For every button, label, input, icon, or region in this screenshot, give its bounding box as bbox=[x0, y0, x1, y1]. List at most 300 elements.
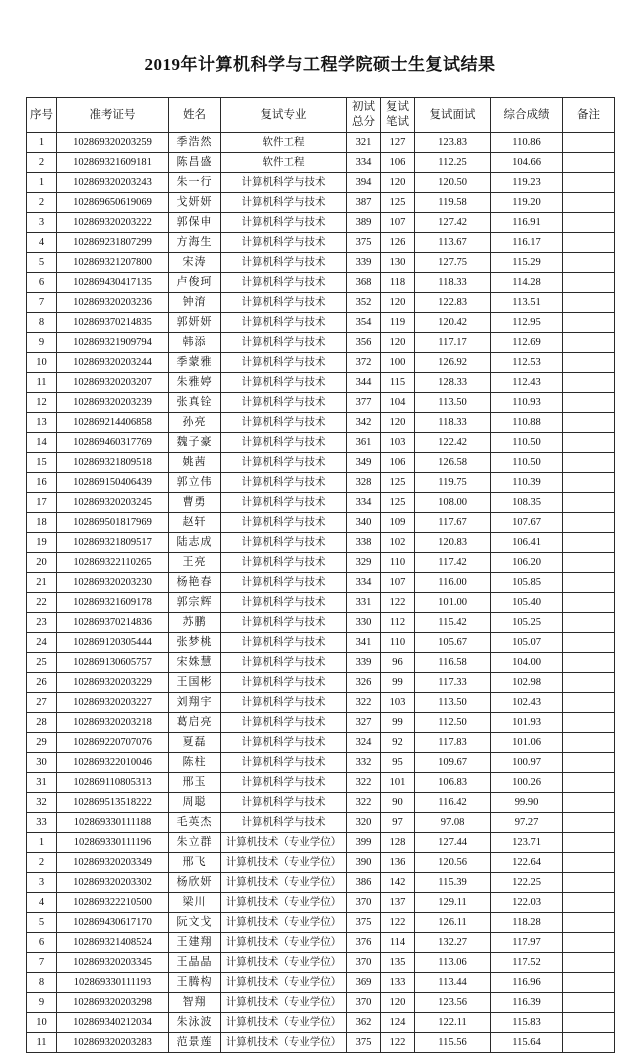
cell-no: 17 bbox=[27, 493, 57, 513]
table-row bbox=[27, 433, 615, 453]
cell-name: 邢飞 bbox=[169, 853, 221, 873]
cell-remark bbox=[563, 233, 615, 253]
cell-major: 计算机科学与技术 bbox=[221, 293, 347, 313]
cell-interview: 118.33 bbox=[415, 413, 491, 433]
table-row bbox=[27, 473, 615, 493]
cell-interview: 117.42 bbox=[415, 553, 491, 573]
cell-name: 郭立伟 bbox=[169, 473, 221, 493]
cell-interview: 126.11 bbox=[415, 913, 491, 933]
table-row bbox=[27, 893, 615, 913]
cell-name: 梁川 bbox=[169, 893, 221, 913]
table-row bbox=[27, 713, 615, 733]
cell-no: 2 bbox=[27, 193, 57, 213]
cell-ticket: 102869320203218 bbox=[57, 713, 169, 733]
cell-ticket: 102869110805313 bbox=[57, 773, 169, 793]
cell-name: 周聪 bbox=[169, 793, 221, 813]
cell-retest-written: 124 bbox=[381, 1013, 415, 1033]
table-row bbox=[27, 513, 615, 533]
cell-name: 曹勇 bbox=[169, 493, 221, 513]
cell-interview: 105.67 bbox=[415, 633, 491, 653]
cell-name: 方海生 bbox=[169, 233, 221, 253]
cell-interview: 108.00 bbox=[415, 493, 491, 513]
cell-remark bbox=[563, 933, 615, 953]
cell-interview: 116.00 bbox=[415, 573, 491, 593]
cell-ticket: 102869320203227 bbox=[57, 693, 169, 713]
cell-interview: 119.58 bbox=[415, 193, 491, 213]
header-no: 序号 bbox=[27, 98, 57, 133]
cell-interview: 113.50 bbox=[415, 393, 491, 413]
cell-remark bbox=[563, 433, 615, 453]
cell-name: 魏子豪 bbox=[169, 433, 221, 453]
cell-total: 105.40 bbox=[491, 593, 563, 613]
header-retest-written bbox=[381, 98, 415, 133]
cell-written-total: 349 bbox=[347, 453, 381, 473]
cell-major: 计算机技术（专业学位） bbox=[221, 1013, 347, 1033]
cell-no: 19 bbox=[27, 533, 57, 553]
cell-major: 计算机技术（专业学位） bbox=[221, 933, 347, 953]
cell-total: 108.35 bbox=[491, 493, 563, 513]
table-row bbox=[27, 673, 615, 693]
cell-total: 110.93 bbox=[491, 393, 563, 413]
cell-no: 5 bbox=[27, 913, 57, 933]
cell-no: 28 bbox=[27, 713, 57, 733]
cell-ticket: 102869320203239 bbox=[57, 393, 169, 413]
table-row bbox=[27, 313, 615, 333]
cell-ticket: 102869322210500 bbox=[57, 893, 169, 913]
cell-name: 季蒙雅 bbox=[169, 353, 221, 373]
cell-interview: 117.17 bbox=[415, 333, 491, 353]
cell-name: 王建翔 bbox=[169, 933, 221, 953]
cell-retest-written: 109 bbox=[381, 513, 415, 533]
cell-written-total: 389 bbox=[347, 213, 381, 233]
cell-total: 105.07 bbox=[491, 633, 563, 653]
cell-remark bbox=[563, 773, 615, 793]
cell-interview: 118.33 bbox=[415, 273, 491, 293]
table-row bbox=[27, 653, 615, 673]
table-row bbox=[27, 333, 615, 353]
table-header bbox=[27, 98, 615, 133]
cell-interview: 109.67 bbox=[415, 753, 491, 773]
cell-no: 20 bbox=[27, 553, 57, 573]
cell-remark bbox=[563, 153, 615, 173]
cell-interview: 127.42 bbox=[415, 213, 491, 233]
cell-no: 10 bbox=[27, 1013, 57, 1033]
cell-interview: 120.83 bbox=[415, 533, 491, 553]
cell-name: 宋姝慧 bbox=[169, 653, 221, 673]
cell-no: 4 bbox=[27, 233, 57, 253]
table-row bbox=[27, 233, 615, 253]
table-row bbox=[27, 373, 615, 393]
cell-retest-written: 102 bbox=[381, 533, 415, 553]
table-row bbox=[27, 933, 615, 953]
table-row bbox=[27, 753, 615, 773]
cell-interview: 112.25 bbox=[415, 153, 491, 173]
cell-written-total: 386 bbox=[347, 873, 381, 893]
cell-interview: 122.83 bbox=[415, 293, 491, 313]
cell-remark bbox=[563, 713, 615, 733]
cell-ticket: 102869460317769 bbox=[57, 433, 169, 453]
cell-retest-written: 101 bbox=[381, 773, 415, 793]
cell-no: 5 bbox=[27, 253, 57, 273]
cell-ticket: 102869321809517 bbox=[57, 533, 169, 553]
cell-written-total: 352 bbox=[347, 293, 381, 313]
cell-name: 葛启亮 bbox=[169, 713, 221, 733]
cell-written-total: 332 bbox=[347, 753, 381, 773]
cell-written-total: 356 bbox=[347, 333, 381, 353]
cell-total: 100.26 bbox=[491, 773, 563, 793]
cell-name: 卢俊珂 bbox=[169, 273, 221, 293]
cell-no: 18 bbox=[27, 513, 57, 533]
cell-name: 王腾构 bbox=[169, 973, 221, 993]
cell-no: 22 bbox=[27, 593, 57, 613]
cell-ticket: 102869330111193 bbox=[57, 973, 169, 993]
cell-written-total: 362 bbox=[347, 1013, 381, 1033]
cell-interview: 112.50 bbox=[415, 713, 491, 733]
table-row bbox=[27, 833, 615, 853]
cell-interview: 101.00 bbox=[415, 593, 491, 613]
cell-remark bbox=[563, 853, 615, 873]
cell-major: 计算机技术（专业学位） bbox=[221, 853, 347, 873]
cell-interview: 117.33 bbox=[415, 673, 491, 693]
cell-total: 116.17 bbox=[491, 233, 563, 253]
cell-remark bbox=[563, 353, 615, 373]
cell-no: 8 bbox=[27, 313, 57, 333]
cell-total: 97.27 bbox=[491, 813, 563, 833]
cell-ticket: 102869370214835 bbox=[57, 313, 169, 333]
cell-written-total: 331 bbox=[347, 593, 381, 613]
cell-interview: 116.58 bbox=[415, 653, 491, 673]
cell-major: 计算机科学与技术 bbox=[221, 653, 347, 673]
cell-total: 102.98 bbox=[491, 673, 563, 693]
cell-written-total: 370 bbox=[347, 993, 381, 1013]
cell-major: 计算机技术（专业学位） bbox=[221, 973, 347, 993]
cell-major: 计算机科学与技术 bbox=[221, 693, 347, 713]
cell-ticket: 102869231807299 bbox=[57, 233, 169, 253]
cell-retest-written: 107 bbox=[381, 213, 415, 233]
cell-major: 计算机科学与技术 bbox=[221, 633, 347, 653]
cell-ticket: 102869320203302 bbox=[57, 873, 169, 893]
cell-interview: 113.44 bbox=[415, 973, 491, 993]
cell-written-total: 369 bbox=[347, 973, 381, 993]
cell-retest-written: 106 bbox=[381, 153, 415, 173]
cell-remark bbox=[563, 253, 615, 273]
cell-name: 王亮 bbox=[169, 553, 221, 573]
cell-interview: 120.50 bbox=[415, 173, 491, 193]
cell-retest-written: 110 bbox=[381, 553, 415, 573]
cell-remark bbox=[563, 693, 615, 713]
cell-major: 计算机科学与技术 bbox=[221, 673, 347, 693]
cell-major: 计算机科学与技术 bbox=[221, 373, 347, 393]
cell-total: 105.85 bbox=[491, 573, 563, 593]
cell-interview: 117.67 bbox=[415, 513, 491, 533]
cell-remark bbox=[563, 493, 615, 513]
cell-no: 24 bbox=[27, 633, 57, 653]
cell-retest-written: 95 bbox=[381, 753, 415, 773]
cell-ticket: 102869330111188 bbox=[57, 813, 169, 833]
cell-major: 计算机技术（专业学位） bbox=[221, 953, 347, 973]
cell-retest-written: 103 bbox=[381, 433, 415, 453]
cell-major: 计算机科学与技术 bbox=[221, 753, 347, 773]
cell-ticket: 102869321609178 bbox=[57, 593, 169, 613]
cell-retest-written: 103 bbox=[381, 693, 415, 713]
cell-no: 11 bbox=[27, 1033, 57, 1053]
cell-interview: 126.58 bbox=[415, 453, 491, 473]
cell-total: 106.20 bbox=[491, 553, 563, 573]
cell-major: 计算机科学与技术 bbox=[221, 393, 347, 413]
cell-name: 范景莲 bbox=[169, 1033, 221, 1053]
cell-major: 计算机科学与技术 bbox=[221, 253, 347, 273]
cell-major: 计算机技术（专业学位） bbox=[221, 833, 347, 853]
table-row bbox=[27, 273, 615, 293]
cell-total: 99.90 bbox=[491, 793, 563, 813]
cell-retest-written: 97 bbox=[381, 813, 415, 833]
cell-name: 宋涛 bbox=[169, 253, 221, 273]
cell-interview: 113.06 bbox=[415, 953, 491, 973]
cell-written-total: 370 bbox=[347, 953, 381, 973]
cell-no: 1 bbox=[27, 833, 57, 853]
cell-written-total: 399 bbox=[347, 833, 381, 853]
cell-name: 邢玉 bbox=[169, 773, 221, 793]
cell-retest-written: 110 bbox=[381, 633, 415, 653]
cell-remark bbox=[563, 673, 615, 693]
cell-major: 计算机科学与技术 bbox=[221, 273, 347, 293]
cell-ticket: 102869513518222 bbox=[57, 793, 169, 813]
cell-total: 112.95 bbox=[491, 313, 563, 333]
cell-major: 计算机科学与技术 bbox=[221, 213, 347, 233]
cell-name: 郭保申 bbox=[169, 213, 221, 233]
cell-written-total: 375 bbox=[347, 1033, 381, 1053]
cell-remark bbox=[563, 833, 615, 853]
cell-written-total: 370 bbox=[347, 893, 381, 913]
cell-remark bbox=[563, 753, 615, 773]
cell-remark bbox=[563, 893, 615, 913]
cell-major: 计算机科学与技术 bbox=[221, 813, 347, 833]
cell-major: 计算机技术（专业学位） bbox=[221, 1033, 347, 1053]
cell-written-total: 328 bbox=[347, 473, 381, 493]
table-row bbox=[27, 253, 615, 273]
cell-ticket: 102869120305444 bbox=[57, 633, 169, 653]
cell-interview: 113.67 bbox=[415, 233, 491, 253]
cell-remark bbox=[563, 473, 615, 493]
cell-total: 112.53 bbox=[491, 353, 563, 373]
cell-major: 计算机科学与技术 bbox=[221, 573, 347, 593]
cell-written-total: 375 bbox=[347, 913, 381, 933]
cell-ticket: 102869322010046 bbox=[57, 753, 169, 773]
cell-no: 29 bbox=[27, 733, 57, 753]
cell-no: 4 bbox=[27, 893, 57, 913]
cell-remark bbox=[563, 193, 615, 213]
cell-interview: 123.83 bbox=[415, 133, 491, 153]
cell-name: 朱立群 bbox=[169, 833, 221, 853]
cell-total: 104.66 bbox=[491, 153, 563, 173]
cell-name: 朱雅婷 bbox=[169, 373, 221, 393]
header-written-total bbox=[347, 98, 381, 133]
cell-retest-written: 128 bbox=[381, 833, 415, 853]
cell-remark bbox=[563, 973, 615, 993]
cell-total: 116.91 bbox=[491, 213, 563, 233]
header-name: 姓名 bbox=[169, 98, 221, 133]
header-major: 复试专业 bbox=[221, 98, 347, 133]
cell-major: 计算机科学与技术 bbox=[221, 733, 347, 753]
cell-written-total: 339 bbox=[347, 253, 381, 273]
cell-retest-written: 120 bbox=[381, 333, 415, 353]
cell-name: 韩添 bbox=[169, 333, 221, 353]
cell-interview: 129.11 bbox=[415, 893, 491, 913]
cell-no: 9 bbox=[27, 993, 57, 1013]
cell-no: 12 bbox=[27, 393, 57, 413]
cell-name: 陈柱 bbox=[169, 753, 221, 773]
cell-total: 113.51 bbox=[491, 293, 563, 313]
table-row bbox=[27, 593, 615, 613]
cell-remark bbox=[563, 293, 615, 313]
table-row bbox=[27, 733, 615, 753]
header-total: 综合成绩 bbox=[491, 98, 563, 133]
cell-retest-written: 125 bbox=[381, 193, 415, 213]
cell-retest-written: 120 bbox=[381, 173, 415, 193]
cell-written-total: 326 bbox=[347, 673, 381, 693]
cell-written-total: 394 bbox=[347, 173, 381, 193]
cell-retest-written: 136 bbox=[381, 853, 415, 873]
table-row bbox=[27, 353, 615, 373]
cell-major: 计算机科学与技术 bbox=[221, 593, 347, 613]
cell-name: 夏磊 bbox=[169, 733, 221, 753]
table-row bbox=[27, 393, 615, 413]
cell-no: 6 bbox=[27, 933, 57, 953]
cell-written-total: 322 bbox=[347, 773, 381, 793]
cell-name: 王晶晶 bbox=[169, 953, 221, 973]
cell-written-total: 339 bbox=[347, 653, 381, 673]
cell-remark bbox=[563, 633, 615, 653]
table-row bbox=[27, 993, 615, 1013]
cell-no: 11 bbox=[27, 373, 57, 393]
cell-interview: 123.56 bbox=[415, 993, 491, 1013]
cell-total: 105.25 bbox=[491, 613, 563, 633]
cell-name: 阮文戈 bbox=[169, 913, 221, 933]
cell-remark bbox=[563, 593, 615, 613]
cell-remark bbox=[563, 993, 615, 1013]
cell-major: 计算机科学与技术 bbox=[221, 533, 347, 553]
cell-name: 智翔 bbox=[169, 993, 221, 1013]
cell-interview: 106.83 bbox=[415, 773, 491, 793]
cell-no: 1 bbox=[27, 173, 57, 193]
results-table bbox=[26, 97, 615, 1053]
cell-name: 陆志成 bbox=[169, 533, 221, 553]
cell-written-total: 372 bbox=[347, 353, 381, 373]
cell-retest-written: 118 bbox=[381, 273, 415, 293]
cell-no: 3 bbox=[27, 873, 57, 893]
cell-major: 计算机科学与技术 bbox=[221, 193, 347, 213]
cell-total: 122.03 bbox=[491, 893, 563, 913]
cell-name: 朱一行 bbox=[169, 173, 221, 193]
cell-retest-written: 125 bbox=[381, 493, 415, 513]
header-remark: 备注 bbox=[563, 98, 615, 133]
cell-retest-written: 99 bbox=[381, 673, 415, 693]
table-row bbox=[27, 793, 615, 813]
cell-interview: 127.44 bbox=[415, 833, 491, 853]
cell-ticket: 102869321207800 bbox=[57, 253, 169, 273]
cell-name: 朱泳波 bbox=[169, 1013, 221, 1033]
cell-no: 31 bbox=[27, 773, 57, 793]
cell-interview: 97.08 bbox=[415, 813, 491, 833]
cell-interview: 127.75 bbox=[415, 253, 491, 273]
cell-remark bbox=[563, 653, 615, 673]
cell-ticket: 102869322110265 bbox=[57, 553, 169, 573]
cell-interview: 113.50 bbox=[415, 693, 491, 713]
cell-interview: 120.56 bbox=[415, 853, 491, 873]
cell-ticket: 102869220707076 bbox=[57, 733, 169, 753]
cell-interview: 122.42 bbox=[415, 433, 491, 453]
cell-ticket: 102869650619069 bbox=[57, 193, 169, 213]
cell-major: 软件工程 bbox=[221, 133, 347, 153]
cell-retest-written: 125 bbox=[381, 473, 415, 493]
cell-ticket: 102869320203349 bbox=[57, 853, 169, 873]
cell-ticket: 102869330111196 bbox=[57, 833, 169, 853]
cell-written-total: 342 bbox=[347, 413, 381, 433]
cell-ticket: 102869321809518 bbox=[57, 453, 169, 473]
table-row bbox=[27, 173, 615, 193]
cell-no: 27 bbox=[27, 693, 57, 713]
cell-remark bbox=[563, 733, 615, 753]
table-row bbox=[27, 193, 615, 213]
cell-written-total: 361 bbox=[347, 433, 381, 453]
cell-major: 计算机技术（专业学位） bbox=[221, 873, 347, 893]
cell-major: 计算机科学与技术 bbox=[221, 493, 347, 513]
cell-total: 122.64 bbox=[491, 853, 563, 873]
cell-remark bbox=[563, 333, 615, 353]
cell-ticket: 102869320203283 bbox=[57, 1033, 169, 1053]
table-row bbox=[27, 853, 615, 873]
cell-written-total: 324 bbox=[347, 733, 381, 753]
cell-major: 计算机科学与技术 bbox=[221, 773, 347, 793]
cell-written-total: 334 bbox=[347, 573, 381, 593]
cell-major: 计算机技术（专业学位） bbox=[221, 913, 347, 933]
cell-no: 30 bbox=[27, 753, 57, 773]
table-row bbox=[27, 133, 615, 153]
cell-retest-written: 133 bbox=[381, 973, 415, 993]
cell-retest-written: 142 bbox=[381, 873, 415, 893]
cell-ticket: 102869320203230 bbox=[57, 573, 169, 593]
cell-major: 计算机科学与技术 bbox=[221, 553, 347, 573]
cell-no: 6 bbox=[27, 273, 57, 293]
cell-total: 115.83 bbox=[491, 1013, 563, 1033]
cell-no: 25 bbox=[27, 653, 57, 673]
table-row bbox=[27, 553, 615, 573]
cell-written-total: 344 bbox=[347, 373, 381, 393]
cell-remark bbox=[563, 393, 615, 413]
cell-no: 2 bbox=[27, 153, 57, 173]
cell-remark bbox=[563, 793, 615, 813]
cell-written-total: 322 bbox=[347, 793, 381, 813]
cell-retest-written: 122 bbox=[381, 913, 415, 933]
table-row bbox=[27, 213, 615, 233]
cell-remark bbox=[563, 1013, 615, 1033]
cell-written-total: 341 bbox=[347, 633, 381, 653]
cell-no: 1 bbox=[27, 133, 57, 153]
cell-retest-written: 92 bbox=[381, 733, 415, 753]
cell-retest-written: 115 bbox=[381, 373, 415, 393]
cell-name: 苏鹏 bbox=[169, 613, 221, 633]
cell-ticket: 102869321909794 bbox=[57, 333, 169, 353]
cell-retest-written: 90 bbox=[381, 793, 415, 813]
cell-name: 钟淯 bbox=[169, 293, 221, 313]
cell-written-total: 320 bbox=[347, 813, 381, 833]
cell-written-total: 334 bbox=[347, 153, 381, 173]
cell-no: 9 bbox=[27, 333, 57, 353]
header-interview: 复试面试 bbox=[415, 98, 491, 133]
cell-major: 计算机科学与技术 bbox=[221, 413, 347, 433]
cell-name: 王国彬 bbox=[169, 673, 221, 693]
cell-total: 118.28 bbox=[491, 913, 563, 933]
